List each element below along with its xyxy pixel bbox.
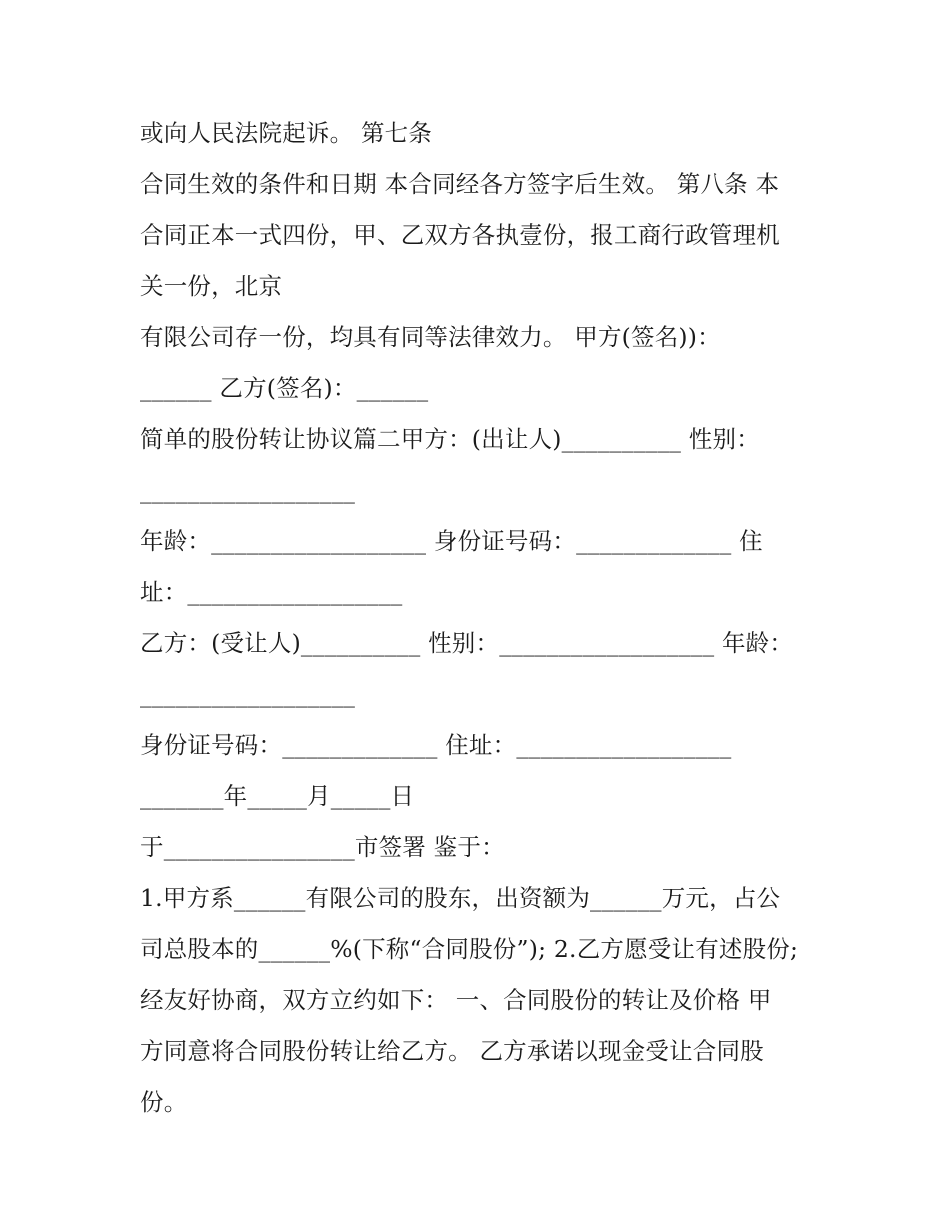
text-line: __________________ (140, 680, 356, 708)
text-line: 合同正本一式四份，甲、乙双方各执壹份，报工商行政管理机 (140, 221, 780, 249)
text-line: 方同意将合同股份转让给乙方。 乙方承诺以现金受让合同股 (140, 1037, 764, 1065)
text-line: 或向人民法院起诉。 第七条 (140, 119, 433, 147)
text-line: 经友好协商，双方立约如下： 一、合同股份的转让及价格 甲 (140, 986, 772, 1014)
text-line: 关一份，北京 (140, 272, 283, 300)
text-line: 份。 (140, 1088, 188, 1116)
text-line: _______年_____月_____日 (140, 782, 415, 810)
text-line: 简单的股份转让协议篇二甲方：(出让人)__________ 性别： (140, 425, 760, 453)
text-line: 合同生效的条件和日期 本合同经各方签字后生效。 第八条 本 (140, 170, 780, 198)
text-line: ______ 乙方(签名)：______ (140, 374, 429, 402)
text-line: 年龄：__________________ 身份证号码：_____________ 住 (140, 527, 763, 555)
text-line: 于________________市签署 鉴于： (140, 833, 505, 861)
text-line: 司总股本的______%(下称“合同股份”); 2.乙方愿受让有述股份; (140, 935, 799, 963)
text-line: 身份证号码：_____________ 住址：__________________ (140, 731, 732, 759)
text-line: 乙方：(受让人)__________ 性别：__________________ 年龄： (140, 629, 794, 657)
document-body (140, 108, 820, 1128)
text-line: 有限公司存一份，均具有同等法律效力。 甲方(签名))： (140, 323, 721, 351)
text-line: 1.甲方系______有限公司的股东，出资额为______万元，占公 (140, 884, 781, 912)
text-line: 址：__________________ (140, 578, 403, 606)
text-line: __________________ (140, 476, 356, 504)
